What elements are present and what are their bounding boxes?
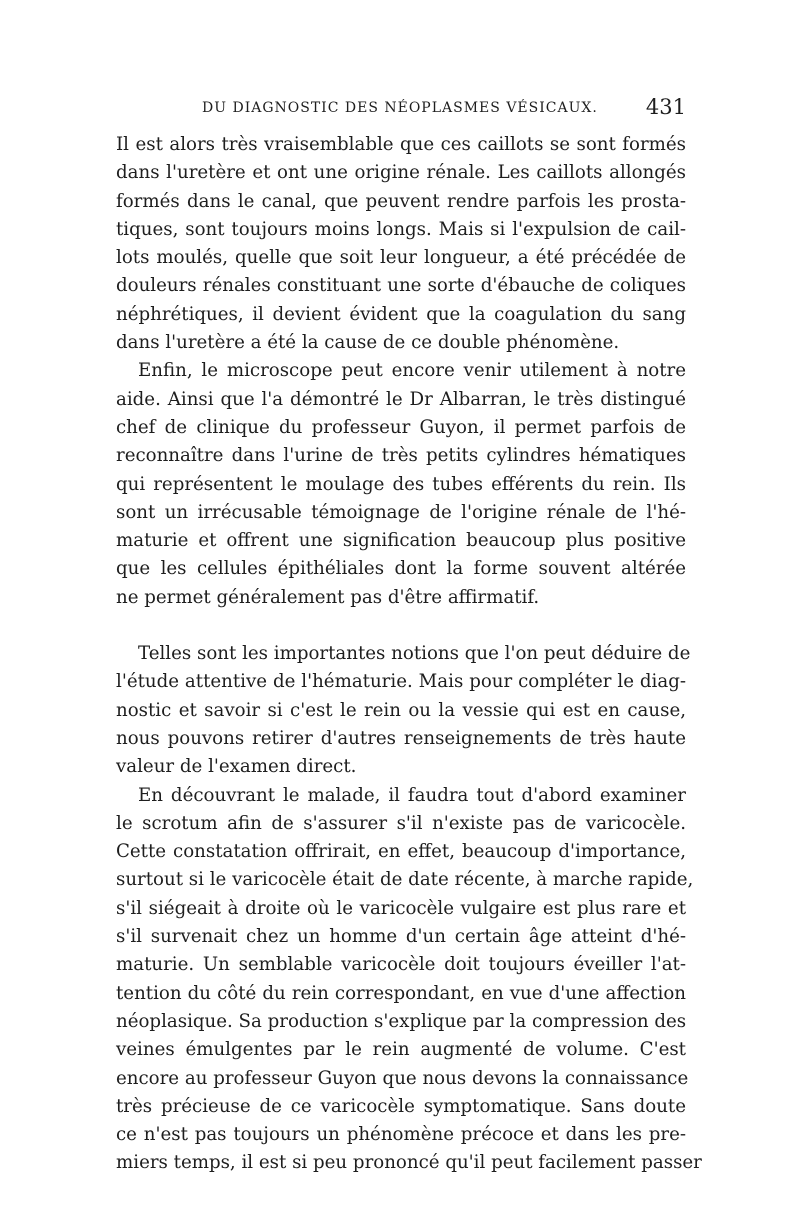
text-line: dans l'uretère et ont une origine rénale. Les caillots allongés bbox=[116, 162, 686, 184]
text-line: lots moulés, quelle que soit leur longueur, a été précédée de bbox=[116, 247, 686, 269]
text-line: Enfin, le microscope peut encore venir utilement à notre bbox=[138, 360, 686, 382]
text-line: Il est alors très vraisemblable que ces caillots se sont formés bbox=[116, 134, 686, 155]
paragraph-notions bbox=[116, 640, 691, 781]
text-line: Cette constatation offrirait, en effet, beaucoup d'importance, bbox=[116, 841, 686, 863]
text-line: s'il survenait chez un homme d'un certain âge atteint d'hé- bbox=[116, 926, 686, 948]
text-line: nostic et savoir si c'est le rein ou la vessie qui est en cause, bbox=[116, 699, 686, 721]
text-line: dans l'uretère a été la cause de ce double phénomène. bbox=[116, 332, 620, 354]
running-head bbox=[116, 95, 686, 122]
text-line: encore au professeur Guyon que nous devons la connaissance bbox=[116, 1067, 689, 1089]
page-number: 431 bbox=[645, 95, 686, 119]
text-line: néoplasique. Sa production s'explique par la compression des bbox=[116, 1010, 687, 1032]
text-line: En découvrant le malade, il faudra tout d'abord examiner bbox=[138, 784, 686, 806]
text-line: tiques, sont toujours moins longs. Mais si l'expulsion de cail- bbox=[116, 218, 686, 240]
text-line: maturie. Un semblable varicocèle doit toujours éveiller l'at- bbox=[116, 954, 686, 976]
text-line: miers temps, il est si peu prononcé qu'il peut facilement passer bbox=[116, 1152, 702, 1174]
text-line: aide. Ainsi que l'a démontré le Dr Albarran, le très distingué bbox=[116, 388, 686, 410]
text-line: tention du côté du rein correspondant, en vue d'une affection bbox=[116, 982, 686, 1004]
text-line: que les cellules épithéliales dont la forme souvent altérée bbox=[116, 558, 686, 580]
text-line: douleurs rénales constituant une sorte d'ébauche de coliques bbox=[116, 275, 686, 297]
text-line: très précieuse de ce varicocèle symptomatique. Sans doute bbox=[116, 1095, 686, 1117]
text-line: s'il siégeait à droite où le varicocèle vulgaire est plus rare et bbox=[116, 897, 686, 919]
running-title: DU DIAGNOSTIC DES NÉOPLASMES VÉSICAUX. bbox=[202, 100, 598, 116]
text-line: ne permet généralement pas d'être affirmatif. bbox=[116, 586, 540, 608]
paragraph-varicocele bbox=[116, 782, 702, 1178]
text-line: ce n'est pas toujours un phénomène précoce et dans les pre- bbox=[116, 1124, 686, 1146]
text-line: Telles sont les importantes notions que l'on peut déduire de bbox=[138, 643, 691, 665]
text-line: néphrétiques, il devient évident que la coagulation du sang bbox=[116, 303, 686, 325]
text-line: chef de clinique du professeur Guyon, il permet parfois de bbox=[116, 416, 686, 438]
text-line: maturie et offrent une signification beaucoup plus positive bbox=[116, 530, 686, 552]
paragraph-continuation bbox=[116, 131, 686, 357]
text-line: sont un irrécusable témoignage de l'origine rénale de l'hé- bbox=[116, 501, 686, 523]
text-line: nous pouvons retirer d'autres renseignements de très haute bbox=[116, 727, 686, 749]
paragraph-microscope bbox=[116, 357, 686, 612]
text-line: formés dans le canal, que peuvent rendre parfois les prosta- bbox=[116, 190, 686, 212]
text-line: le scrotum afin de s'assurer s'il n'existe pas de varicocèle. bbox=[116, 812, 686, 834]
text-line: surtout si le varicocèle était de date récente, à marche rapide, bbox=[116, 869, 694, 891]
text-line: qui représentent le moulage des tubes efférents du rein. Ils bbox=[116, 473, 686, 495]
text-line: reconnaître dans l'urine de très petits cylindres hématiques bbox=[116, 445, 686, 467]
text-line: l'étude attentive de l'hématurie. Mais pour compléter le diag- bbox=[116, 671, 686, 693]
text-line: valeur de l'examen direct. bbox=[116, 756, 357, 778]
body-text bbox=[116, 131, 702, 1178]
section-break bbox=[116, 612, 686, 640]
text-line: veines émulgentes par le rein augmenté de volume. C'est bbox=[116, 1039, 686, 1061]
